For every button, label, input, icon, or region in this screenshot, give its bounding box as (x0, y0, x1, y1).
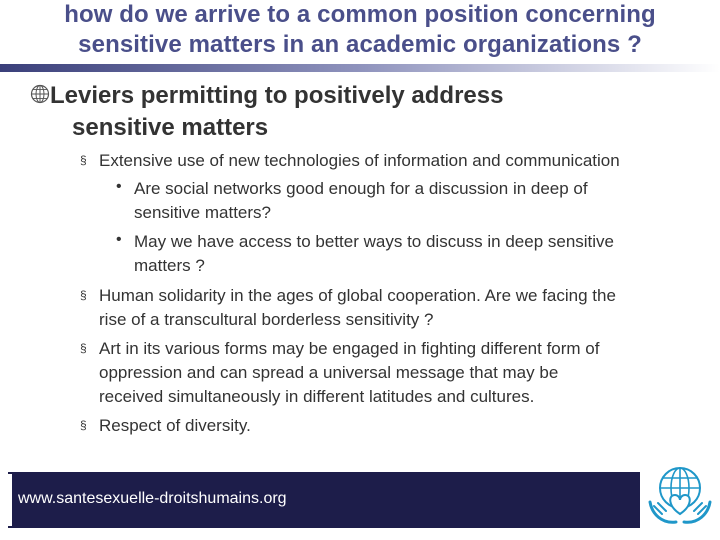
dot-bullet: • (116, 178, 122, 195)
square-bullet: § (80, 288, 87, 302)
globe-hands-heart-logo (642, 462, 718, 532)
list-item-continuation: received simultaneously in different latitudes and cultures. (99, 387, 535, 406)
list-item: May we have access to better ways to discuss in deep sensitive (134, 232, 615, 251)
list-item-continuation: rise of a transcultural borderless sensitivity ? (99, 310, 434, 329)
main-bullet-line-1: Leviers permitting to positively address (50, 82, 504, 109)
list-item-continuation: oppression and can spread a universal message that may be (99, 363, 559, 382)
square-bullet: § (80, 341, 87, 355)
footer-accent (8, 474, 12, 526)
footer-url-link[interactable]: www.santesexuelle-droitshumains.org (18, 490, 287, 507)
square-bullet: § (80, 153, 87, 167)
dot-bullet: • (116, 231, 122, 248)
main-bullet-text (50, 80, 610, 144)
list-item: Are social networks good enough for a discussion in deep of (134, 179, 588, 198)
list-item: Extensive use of new technologies of information and communication (99, 151, 620, 170)
globe-icon (30, 84, 50, 104)
list-item-continuation: sensitive matters? (134, 203, 271, 222)
list-item-continuation: matters ? (134, 256, 205, 275)
slide-title (0, 0, 720, 60)
list-item: Respect of diversity. (99, 416, 251, 435)
title-underline (0, 64, 720, 72)
list-item: Human solidarity in the ages of global cooperation. Are we facing the (99, 286, 616, 305)
square-bullet: § (80, 418, 87, 432)
footer (0, 472, 720, 528)
main-bullet-line-2: sensitive matters (72, 114, 269, 141)
list-item: Art in its various forms may be engaged in fighting different form of (99, 339, 600, 358)
title-line-2: sensitive matters in an academic organizations ? (78, 31, 642, 58)
title-line-1: how do we arrive to a common position concerning (64, 1, 656, 28)
